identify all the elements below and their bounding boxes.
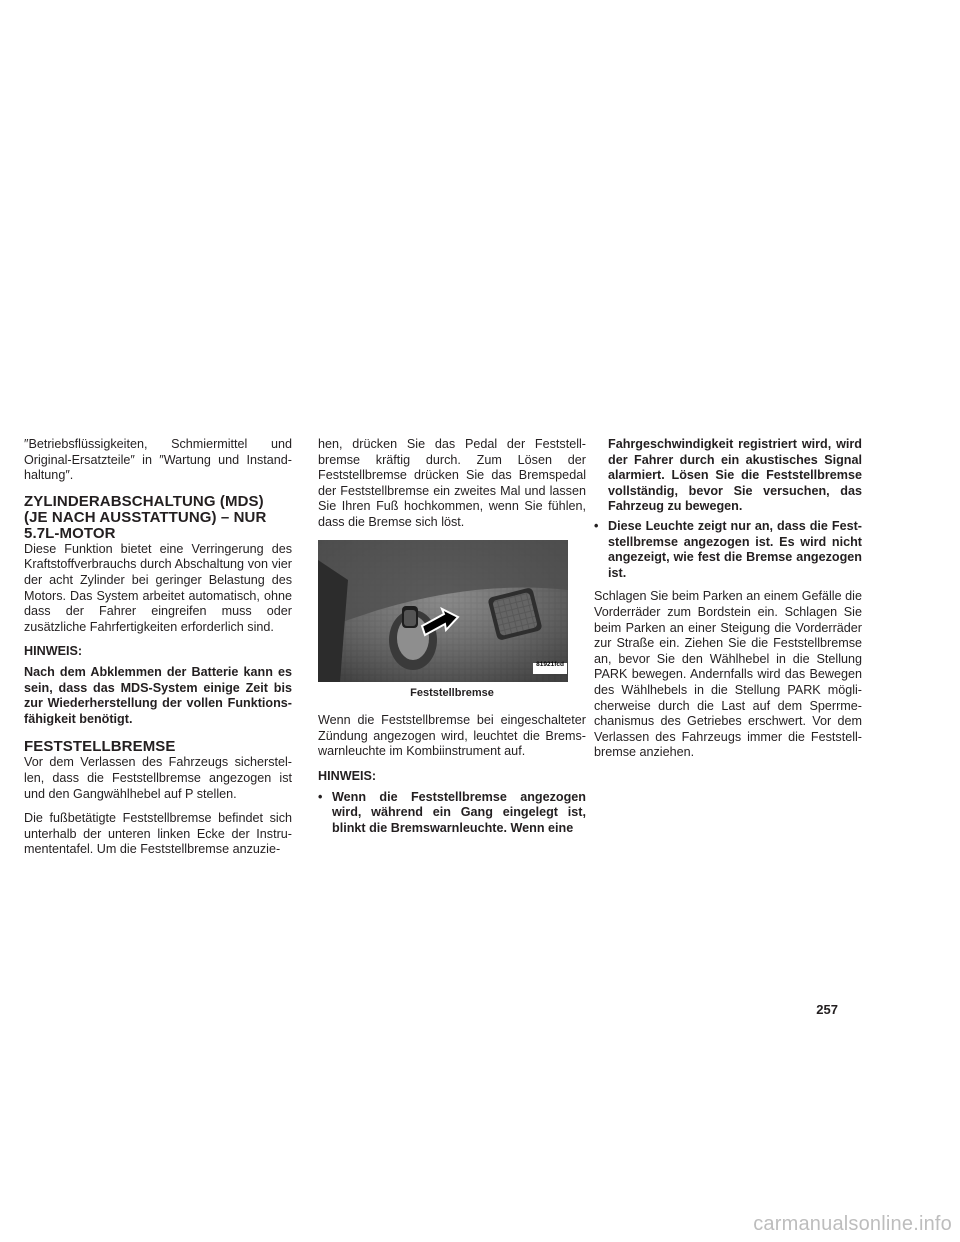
section-heading-mds xyxy=(24,494,292,542)
section-heading-mds-line2: (JE NACH AUSSTATTUNG) – NUR xyxy=(24,508,267,526)
parking-brake-text-1: Vor dem Verlassen des Fahrzeugs sicherstel-len, dass die Feststellbremse angezogen ist und den Gangwählhebel auf P stellen. xyxy=(24,755,292,801)
figure-code: 81921fcd xyxy=(536,660,564,668)
note-bullet-1-text: Wenn die Feststellbremse angezogen wird, während ein Gang eingelegt ist, blinkt die Bremswarnleuchte. Wenn eine xyxy=(332,789,586,835)
section-heading-parking-brake: FESTSTELLBREMSE xyxy=(24,738,176,756)
figure-caption: Feststellbremse xyxy=(410,686,494,699)
note-label: HINWEIS: xyxy=(24,644,83,659)
note-text: Nach dem Abklemmen der Batterie kann es sein, dass das MDS-System einige Zeit bis zur Wiederherstellung der vollen Funktions-fähigkeit benötigt. xyxy=(24,664,292,726)
note-bullet-2-text: Diese Leuchte zeigt nur an, dass die Fest-stellbremse angezogen ist. Es wird nicht angezeigt, wie fest die Bremse angezogen ist. xyxy=(608,518,862,580)
warning-light-text: Wenn die Feststellbremse bei eingeschalteter Zündung angezogen wird, leuchtet die Brems-warnleuchte im Kombiinstrument auf. xyxy=(318,713,586,759)
section-heading-mds-line3: 5.7L-MOTOR xyxy=(24,524,116,542)
parking-brake-continued-text: hen, drücken Sie das Pedal der Feststell-bremse kräftig durch. Zum Lösen der Feststellbremse drücken Sie das Bremspedal der Feststellbremse ein zweites Mal und lassen Sie Ihren Fuß hochkommen, wenn Sie fühlen, dass die Bremse sich löst. xyxy=(318,437,586,529)
column-middle xyxy=(318,437,586,840)
note-label-2: HINWEIS: xyxy=(318,768,377,783)
parking-brake-figure xyxy=(318,540,568,682)
page-number: 257 xyxy=(816,1002,838,1017)
column-right xyxy=(594,437,862,770)
mds-text: Diese Funktion bietet eine Verringerung des Kraftstoffverbrauchs durch Abschaltung von vier der acht Zylinder bei geringer Belastung des Motors. Das System arbeitet automatisch, ohne dass der Fahrer eingreifen muss oder zusätzliche Fahrfertigkeiten erforderlich sind. xyxy=(24,541,292,634)
parking-brake-photo xyxy=(318,540,568,682)
parking-brake-text-2: Die fußbetätigte Feststellbremse befindet sich unterhalb der unteren linken Ecke der Instru-mententafel. Um die Feststellbremse anzuzie- xyxy=(24,811,292,857)
note-bullet-2 xyxy=(594,519,862,581)
note-bullet-1 xyxy=(318,790,586,837)
intro-text: ″Betriebsflüssigkeiten, Schmiermittel und Original-Ersatzteile″ in ″Wartung und Instand-haltung″. xyxy=(24,437,292,483)
bullet-dot: • xyxy=(318,789,323,804)
note-bullet-1-continued: Fahrgeschwindigkeit registriert wird, wird der Fahrer durch ein akustisches Signal alarmiert. Lösen Sie die Feststellbremse vollständig, bevor Sie versuchen, das Fahrzeug zu bewegen. xyxy=(608,437,862,514)
bullet-dot: • xyxy=(594,518,599,533)
watermark: carmanualsonline.info xyxy=(753,1213,952,1235)
column-left xyxy=(24,437,292,867)
section-heading-mds-line1: ZYLINDERABSCHALTUNG (MDS) xyxy=(24,492,264,510)
parking-slope-text: Schlagen Sie beim Parken an einem Gefälle die Vorderräder zum Bordstein ein. Schlagen Sie beim Parken an einer Steigung die Vorderräder zur Straße ein. Ziehen Sie die Feststellbremse an, bevor Sie den Wählhebel in die Stellung PARK bewegen. Andernfalls wird das Bewegen des Wählhebels in die Stellung PARK mögli-cherweise durch die Last auf dem Sperrme-chanismus des Getriebes erschwert. Vor dem Verlassen des Fahrzeugs immer die Feststell-bremse anziehen. xyxy=(594,589,862,760)
